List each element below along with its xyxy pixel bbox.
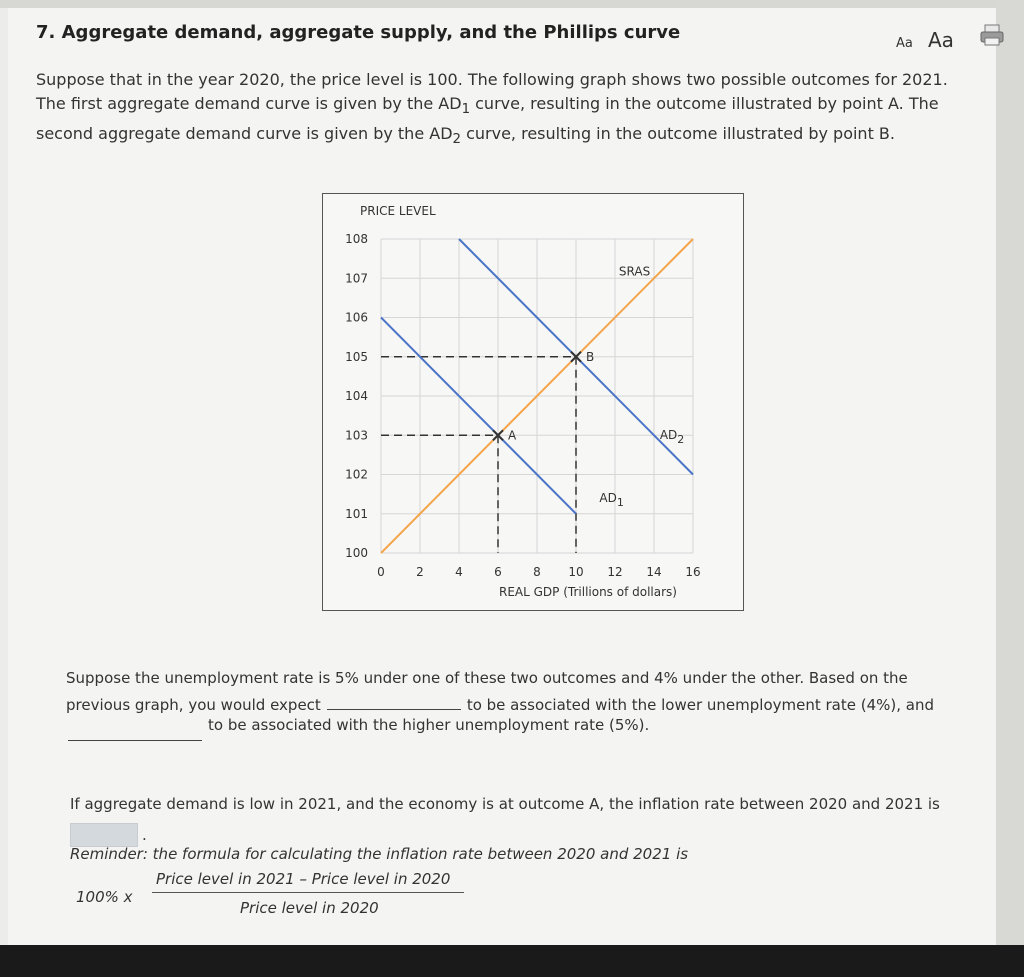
intro-line-3: second aggregate demand curve is given by the $AD_2$ curve, resulting in the outcome illustrated by point B. — [36, 124, 895, 148]
formula-fraction-bar — [152, 892, 464, 893]
inflation-rate-answer-box[interactable] — [70, 823, 138, 847]
q1-line-3: to be associated with the higher unemployment rate (5%). — [208, 716, 650, 734]
x-tick-label: 14 — [646, 565, 662, 579]
y-tick-label: 107 — [345, 271, 368, 286]
y-tick-label: 104 — [345, 389, 368, 403]
curve-label-ad1: AD1 — [599, 490, 624, 509]
x-tick-label: 10 — [568, 565, 584, 579]
y-tick-label: 101 — [345, 506, 368, 521]
x-tick-label: 2 — [416, 565, 424, 579]
y-tick-label: 102 — [345, 467, 368, 482]
right-edge — [996, 0, 1024, 945]
answer-period: . — [142, 826, 147, 844]
text-size-small-button[interactable]: Aa — [896, 36, 913, 51]
top-strip — [0, 0, 1024, 8]
question-2: If aggregate demand is low in 2021, and the economy is at outcome A, the inflation rate between 2020 and 2021 is — [70, 795, 940, 813]
higher-unemployment-dropdown[interactable] — [68, 722, 202, 741]
x-tick-label: 16 — [685, 565, 701, 579]
x-tick-label: 4 — [455, 565, 463, 579]
ad-as-chart-svg — [323, 194, 743, 610]
text-size-tools — [896, 28, 954, 52]
problem-title: 7. Aggregate demand, aggregate supply, and the Phillips curve — [36, 22, 681, 43]
q1-line-1: Suppose the unemployment rate is 5% under one of these two outcomes and 4% under the other. Based on the — [66, 669, 908, 687]
point-A-label: A — [508, 428, 517, 443]
formula-lhs: 100% x — [76, 888, 133, 906]
problem-intro — [36, 68, 976, 152]
y-tick-label: 105 — [345, 349, 368, 364]
y-tick-label: 108 — [345, 232, 368, 246]
x-tick-labels — [377, 565, 700, 579]
y-tick-label: 103 — [345, 428, 368, 443]
x-tick-label: 6 — [494, 565, 502, 579]
curve-label-ad2: AD2 — [659, 428, 685, 447]
x-tick-label: 8 — [533, 565, 541, 579]
formula-numerator: Price level in 2021 – Price level in 2020 — [156, 870, 451, 888]
x-tick-label: 0 — [377, 565, 385, 579]
y-tick-label: 100 — [345, 546, 368, 560]
point-B-label: B — [586, 349, 595, 364]
text-size-large-button[interactable]: Aa — [927, 28, 954, 52]
curve-ad1 — [381, 318, 576, 514]
q1-line-2: previous graph, you would expect to be associated with the lower unemployment rate (4%), and — [66, 691, 966, 718]
print-icon[interactable] — [980, 24, 1004, 46]
ad-as-graph — [322, 193, 744, 611]
x-axis-label: REAL GDP (Trillions of dollars) — [499, 585, 677, 599]
intro-line-2: The first aggregate demand curve is given by the $AD_1$ curve, resulting in the outcome illustrated by point A. The — [36, 94, 939, 118]
formula-denominator: Price level in 2020 — [240, 899, 379, 917]
x-tick-label: 12 — [607, 565, 623, 579]
formula-reminder: Reminder: the formula for calculating the inflation rate between 2020 and 2021 is — [70, 845, 689, 863]
curve-label-sras: SRAS — [618, 264, 651, 279]
intro-line-1: Suppose that in the year 2020, the price level is 100. The following graph shows two possible outcomes for 2021. — [36, 70, 948, 89]
question-1 — [66, 666, 966, 718]
y-axis-label: PRICE LEVEL — [360, 204, 436, 218]
y-tick-labels — [345, 232, 368, 560]
y-tick-label: 106 — [345, 310, 368, 325]
lower-unemployment-dropdown[interactable] — [327, 691, 461, 710]
